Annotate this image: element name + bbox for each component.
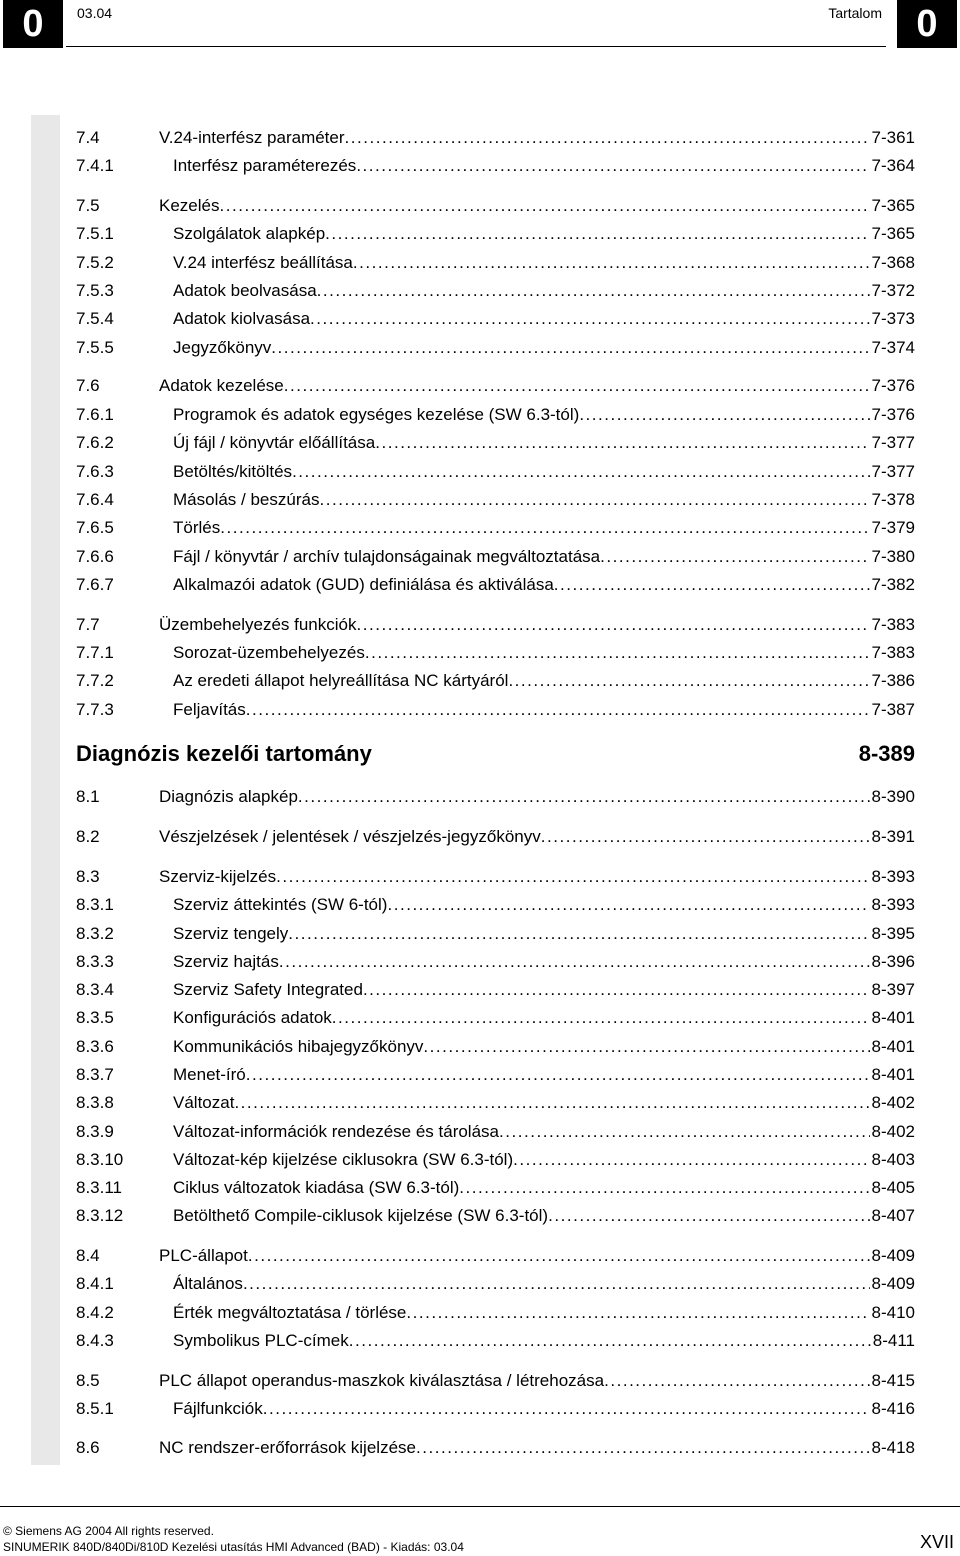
toc-entry-number: 7.7.1	[76, 643, 114, 662]
toc-entry-title: Új fájl / könyvtár előállítása	[173, 433, 376, 452]
toc-entry-page: 7-368	[871, 253, 915, 272]
toc-entry-page: 8-397	[871, 980, 915, 999]
toc-entry-title: Interfész paraméterezés	[173, 156, 357, 175]
toc-entry-title: Általános	[173, 1274, 243, 1293]
toc-entry-title: Üzembehelyezés funkciók	[159, 615, 357, 634]
toc-entry[interactable]	[76, 1301, 915, 1325]
toc-entry-page: 8-410	[871, 1303, 915, 1322]
toc-entry-page: 8-411	[872, 1331, 915, 1350]
toc-entry-title: Változat-információk rendezése és tárolása	[173, 1122, 499, 1141]
dot-leader	[332, 1006, 870, 1030]
toc-entry-page: 7-374	[871, 338, 915, 357]
toc-entry-number: 8.4	[76, 1246, 100, 1265]
toc-entry[interactable]	[76, 1120, 915, 1144]
toc-entry-title: Menet-író	[173, 1065, 246, 1084]
toc-entry[interactable]	[76, 403, 915, 427]
toc-entry[interactable]	[76, 573, 915, 597]
dot-leader	[508, 669, 869, 693]
toc-entry-title: Adatok kiolvasása	[173, 309, 311, 328]
toc-entry-title: Szerviz hajtás	[173, 952, 279, 971]
toc-entry[interactable]	[76, 978, 915, 1002]
toc-entry[interactable]	[76, 307, 915, 331]
dot-leader	[288, 922, 869, 946]
dot-leader	[513, 1148, 869, 1172]
toc-entry-page: 8-405	[871, 1178, 915, 1197]
margin-bar	[31, 115, 60, 1465]
toc-entry-number: 8.4.1	[76, 1274, 114, 1293]
dot-leader	[554, 573, 870, 597]
dot-leader	[219, 194, 869, 218]
dot-leader	[375, 431, 869, 455]
toc-entry-title: Szerviz-kijelzés	[159, 867, 277, 886]
toc-entry-number: 8.3.9	[76, 1122, 114, 1141]
toc-entry-title: Vészjelzések / jelentések / vészjelzés-jegyzőkönyv	[159, 827, 541, 846]
toc-entry-number: 8.3.11	[76, 1178, 123, 1197]
dot-leader	[279, 950, 870, 974]
dot-leader	[325, 222, 869, 246]
dot-leader	[319, 488, 869, 512]
toc-entry-page: 8-393	[871, 895, 915, 914]
toc-entry-page: 8-402	[871, 1093, 915, 1112]
chapter-page: 8-389	[858, 741, 915, 766]
chapter-tab-right: 0	[897, 0, 957, 48]
dot-leader	[248, 1244, 870, 1268]
toc-entry-page: 8-402	[871, 1122, 915, 1141]
dot-leader	[406, 1301, 869, 1325]
toc-entry-page: 8-391	[871, 827, 915, 846]
toc-entry[interactable]	[76, 1063, 915, 1087]
toc-entry-title: V.24-interfész paraméter	[159, 128, 345, 147]
toc-entry-page: 8-395	[871, 924, 915, 943]
dot-leader	[459, 1176, 869, 1200]
toc-entry[interactable]	[76, 460, 915, 484]
toc-entry-title: Szerviz áttekintés (SW 6-tól)	[173, 895, 388, 914]
toc-entry[interactable]	[76, 194, 915, 218]
toc-entry-number: 8.3.8	[76, 1093, 114, 1112]
toc-entry[interactable]	[76, 669, 915, 693]
footer-rule	[0, 1506, 960, 1507]
toc-entry[interactable]	[76, 251, 915, 275]
toc-entry-page: 7-378	[871, 490, 915, 509]
chapter-title: Diagnózis kezelői tartomány	[76, 741, 372, 766]
toc-entry-page: 8-401	[871, 1008, 915, 1027]
toc-entry-number: 8.4.3	[76, 1331, 114, 1350]
dot-leader	[579, 403, 869, 427]
toc-entry-title: Változat-kép kijelzése ciklusokra (SW 6.3-tól)	[173, 1150, 514, 1169]
dot-leader	[317, 279, 870, 303]
toc-entry-number: 8.3.3	[76, 952, 114, 971]
toc-entry-title: PLC állapot operandus-maszkok kiválasztása / létrehozása	[159, 1371, 605, 1390]
dot-leader	[365, 641, 870, 665]
toc-entry-title: Programok és adatok egységes kezelése (SW 6.3-tól)	[173, 405, 580, 424]
toc-entry-number: 8.3.5	[76, 1008, 114, 1027]
toc-entry-number: 7.6.7	[76, 575, 114, 594]
toc-entry[interactable]	[76, 825, 915, 849]
toc-entry-number: 7.5.5	[76, 338, 114, 357]
toc-entry-title: Ciklus változatok kiadása (SW 6.3-tól)	[173, 1178, 460, 1197]
toc-entry-number: 7.6.1	[76, 405, 114, 424]
toc-entry-number: 7.5.4	[76, 309, 114, 328]
toc-entry[interactable]	[76, 126, 915, 150]
toc-entry-title: Szolgálatok alapkép	[173, 224, 326, 243]
toc-entry-page: 7-376	[871, 376, 915, 395]
toc-entry-title: Fájl / könyvtár / archív tulajdonságainak megváltoztatása	[173, 547, 601, 566]
dot-leader	[246, 1063, 870, 1087]
toc-entry-title: Érték megváltoztatása / törlése	[173, 1303, 407, 1322]
toc-entry[interactable]	[76, 893, 915, 917]
toc-entry-number: 8.1	[76, 787, 100, 806]
toc-entry-title: Feljavítás	[173, 700, 246, 719]
footer-manual-title: SINUMERIK 840D/840Di/810D Kezelési utasítás HMI Advanced (BAD) - Kiadás: 03.04	[3, 1540, 464, 1554]
header-date: 03.04	[77, 5, 113, 21]
toc-entry[interactable]	[76, 922, 915, 946]
dot-leader	[499, 1120, 870, 1144]
dot-leader	[292, 460, 869, 484]
dot-leader	[548, 1204, 869, 1228]
toc-entry[interactable]	[76, 516, 915, 540]
toc-entry-page: 7-365	[871, 196, 915, 215]
toc-entry[interactable]	[76, 1176, 915, 1200]
toc-entry-number: 8.3.4	[76, 980, 114, 999]
toc-entry-page: 8-418	[871, 1438, 915, 1457]
toc-entry[interactable]	[76, 1244, 915, 1268]
toc-entry-number: 7.6.3	[76, 462, 114, 481]
dot-leader	[263, 1397, 870, 1421]
toc-entry-number: 8.3	[76, 867, 100, 886]
toc-entry-number: 8.6	[76, 1438, 100, 1457]
toc-entry-page: 8-403	[871, 1150, 915, 1169]
toc-entry-title: Alkalmazói adatok (GUD) definiálása és aktiválása	[173, 575, 554, 594]
toc-entry-page: 8-393	[871, 867, 915, 886]
chapter-heading[interactable]	[76, 739, 915, 769]
dot-leader	[356, 613, 869, 637]
dot-leader	[345, 126, 870, 150]
toc-entry-page: 8-416	[871, 1399, 915, 1418]
toc-entry-page: 7-372	[871, 281, 915, 300]
footer-copyright: © Siemens AG 2004 All rights reserved.	[3, 1524, 214, 1538]
toc-entry-page: 7-361	[871, 128, 915, 147]
toc-entry-title: Kezelés	[159, 196, 220, 215]
dot-leader	[271, 336, 869, 360]
toc-entry-title: Változat	[173, 1093, 235, 1112]
dot-leader	[600, 545, 869, 569]
toc-entry-page: 7-365	[871, 224, 915, 243]
toc-entry-title: Adatok beolvasása	[173, 281, 317, 300]
header-title: Tartalom	[828, 5, 882, 21]
toc-entry[interactable]	[76, 641, 915, 665]
toc-entry-page: 8-401	[871, 1065, 915, 1084]
toc-entry-page: 7-386	[871, 671, 915, 690]
toc-entry-title: Symbolikus PLC-címek	[173, 1331, 349, 1350]
toc-entry-page: 8-415	[871, 1371, 915, 1390]
toc-entry[interactable]	[76, 374, 915, 398]
toc-entry-page: 7-377	[871, 433, 915, 452]
toc-entry[interactable]	[76, 431, 915, 455]
toc-entry[interactable]	[76, 785, 915, 809]
toc-entry-title: Betölthető Compile-ciklusok kijelzése (SW 6.3-tól)	[173, 1206, 549, 1225]
dot-leader	[276, 865, 869, 889]
toc-entry-number: 8.3.1	[76, 895, 114, 914]
toc-entry-page: 7-382	[871, 575, 915, 594]
toc-entry[interactable]	[76, 950, 915, 974]
toc-entry-number: 7.4.1	[76, 156, 114, 175]
toc-entry-number: 7.5.3	[76, 281, 114, 300]
toc-entry[interactable]	[76, 154, 915, 178]
toc-entry-title: Betöltés/kitöltés	[173, 462, 293, 481]
toc-entry-number: 7.4	[76, 128, 100, 147]
toc-entry-number: 8.3.7	[76, 1065, 114, 1084]
toc-entry-title: V.24 interfész beállítása	[173, 253, 353, 272]
toc-entry-number: 7.7	[76, 615, 100, 634]
toc-entry-page: 8-409	[871, 1274, 915, 1293]
toc-entry-page: 7-379	[871, 518, 915, 537]
toc-entry-number: 8.5.1	[76, 1399, 114, 1418]
toc-entry-title: Másolás / beszúrás	[173, 490, 320, 509]
toc-entry-number: 7.5	[76, 196, 100, 215]
header-rule	[66, 46, 886, 47]
toc-entry-number: 7.6.5	[76, 518, 114, 537]
dot-leader	[234, 1091, 869, 1115]
dot-leader	[356, 154, 869, 178]
toc-entry[interactable]	[76, 1329, 915, 1353]
toc-entry[interactable]	[76, 1006, 915, 1030]
toc-entry[interactable]	[76, 1272, 915, 1296]
toc-entry-number: 7.6.2	[76, 433, 114, 452]
dot-leader	[387, 893, 869, 917]
toc-entry-page: 7-383	[871, 643, 915, 662]
toc-entry-number: 8.3.10	[76, 1150, 124, 1169]
toc-entry-title: Szerviz tengely	[173, 924, 289, 943]
toc-entry-number: 8.3.12	[76, 1206, 124, 1225]
toc-entry-page: 7-383	[871, 615, 915, 634]
toc-entry-title: Sorozat-üzembehelyezés	[173, 643, 365, 662]
dot-leader	[541, 825, 870, 849]
toc-entry-number: 7.6	[76, 376, 100, 395]
toc-entry-title: Szerviz Safety Integrated	[173, 980, 363, 999]
toc-entry[interactable]	[76, 279, 915, 303]
toc-entry-number: 8.4.2	[76, 1303, 114, 1322]
dot-leader	[243, 1272, 870, 1296]
toc-entry[interactable]	[76, 1204, 915, 1228]
dot-leader	[363, 978, 870, 1002]
toc-entry-title: Diagnózis alapkép	[159, 787, 298, 806]
toc-entry[interactable]	[76, 865, 915, 889]
toc-entry-page: 8-409	[871, 1246, 915, 1265]
toc-entry-title: PLC-állapot	[159, 1246, 248, 1265]
toc-entry[interactable]	[76, 222, 915, 246]
dot-leader	[246, 698, 870, 722]
toc-entry[interactable]	[76, 1035, 915, 1059]
page-number: XVII	[919, 1532, 954, 1552]
toc-entry-number: 7.6.6	[76, 547, 114, 566]
toc-entry[interactable]	[76, 613, 915, 637]
toc-entry-number: 8.3.6	[76, 1037, 114, 1056]
toc-entry[interactable]	[76, 545, 915, 569]
toc-entry-number: 8.3.2	[76, 924, 114, 943]
toc-entry[interactable]	[76, 1091, 915, 1115]
toc-entry-page: 7-376	[871, 405, 915, 424]
toc-entry[interactable]	[76, 1369, 915, 1393]
toc-entry-page: 7-373	[871, 309, 915, 328]
dot-leader	[416, 1436, 870, 1460]
toc-entry-page: 7-387	[871, 700, 915, 719]
toc-entry-page: 7-380	[871, 547, 915, 566]
toc-entry-number: 8.2	[76, 827, 100, 846]
toc-entry[interactable]	[76, 488, 915, 512]
dot-leader	[298, 785, 870, 809]
dot-leader	[423, 1035, 869, 1059]
toc-entry-page: 8-407	[871, 1206, 915, 1225]
toc-entry-number: 7.7.2	[76, 671, 114, 690]
dot-leader	[284, 374, 870, 398]
toc-entry-number: 7.7.3	[76, 700, 114, 719]
toc-entry-page: 7-377	[871, 462, 915, 481]
toc-entry-number: 7.5.1	[76, 224, 114, 243]
toc-entry[interactable]	[76, 1397, 915, 1421]
dot-leader	[310, 307, 869, 331]
toc-entry-number: 7.6.4	[76, 490, 114, 509]
toc-entry[interactable]	[76, 1148, 915, 1172]
toc-entry-title: Törlés	[173, 518, 221, 537]
toc-entry-number: 7.5.2	[76, 253, 114, 272]
toc-entry-title: Jegyzőkönyv	[173, 338, 272, 357]
toc-entry[interactable]	[76, 336, 915, 360]
toc-entry-page: 8-390	[871, 787, 915, 806]
toc-entry-title: Konfigurációs adatok	[173, 1008, 332, 1027]
toc-entry-page: 8-396	[871, 952, 915, 971]
dot-leader	[604, 1369, 869, 1393]
toc-entry[interactable]	[76, 698, 915, 722]
toc-entry[interactable]	[76, 1436, 915, 1460]
toc-entry-title: NC rendszer-erőforrások kijelzése	[159, 1438, 416, 1457]
dot-leader	[220, 516, 869, 540]
toc-entry-number: 8.5	[76, 1371, 100, 1390]
dot-leader	[349, 1329, 871, 1353]
toc-entry-page: 8-401	[871, 1037, 915, 1056]
chapter-tab-left: 0	[3, 0, 63, 48]
toc-entry-page: 7-364	[871, 156, 915, 175]
toc-entry-title: Fájlfunkciók	[173, 1399, 263, 1418]
dot-leader	[353, 251, 870, 275]
toc-entry-title: Adatok kezelése	[159, 376, 284, 395]
toc-entry-title: Az eredeti állapot helyreállítása NC kártyáról	[173, 671, 509, 690]
toc-entry-title: Kommunikációs hibajegyzőkönyv	[173, 1037, 424, 1056]
